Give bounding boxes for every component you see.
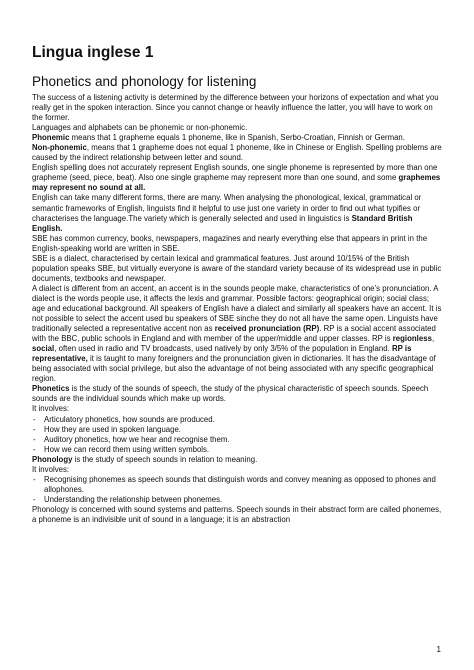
text-run: SBE is a dialect, characterised by certain lexical and grammatical features. Just around 10/15% of the British population speaks SBE, but virtually everyone is aware of the standard variety because of its widespread use in public documents, textbooks and newspaper. (32, 253, 442, 283)
bullet-list (32, 475, 442, 505)
bold-term: Standard British English. (32, 213, 413, 233)
text-run: is the study of the sounds of speech, the study of the physical characteristic of speech sounds. Speech sounds are the individual sounds which make up words. (32, 384, 429, 404)
text-run: , (431, 334, 435, 344)
paragraph (32, 163, 442, 193)
paragraph (32, 505, 442, 525)
paragraph (32, 284, 442, 384)
list-item: - How they are used in spoken language. (32, 425, 442, 435)
list-item: - Recognising phonemes as speech sounds that distinguish words and convey meaning as opposed to phones and allophones. (32, 475, 442, 495)
paragraph (32, 193, 442, 233)
bold-term: received pronunciation (RP) (214, 324, 320, 334)
text-run: English spelling does not accurately represent English sounds, one single phoneme is represented by more than one grapheme (seed, piece, beat). Also one single grapheme may represent more than one sound, and some (32, 163, 438, 183)
page-number: 1 (436, 645, 441, 654)
paragraph (32, 455, 442, 465)
paragraph (32, 93, 442, 123)
bold-term: Phonology (32, 454, 73, 464)
document-body (32, 93, 442, 525)
text-run: , means that 1 grapheme does not equal 1 phoneme, like in Chinese or English. Spelling problems are caused by the indirect relationship between letter and sound. (32, 143, 442, 163)
text-run: is the study of speech sounds in relation to meaning. (72, 454, 258, 464)
bullet-list (32, 415, 442, 455)
text-run: . RP is a social accent associated with the BBC, public schools in England and with member of the upper/middle and upper classes. RP is (32, 324, 436, 344)
bold-term: graphemes may represent no sound at all. (32, 173, 441, 193)
paragraph (32, 143, 442, 163)
paragraph (32, 254, 442, 284)
bold-term: social (32, 344, 55, 354)
text-run: Languages and alphabets can be phonemic or non-phonemic. (32, 123, 248, 133)
text-run: English can take many different forms, there are many. When analysing the phonological, lexical, grammatical or semantic frameworks of English, linguists find it helpful to use just one variety in order to find out what typifies or characterises the language.The variety which is generally selected and used in linguistics is (32, 193, 422, 223)
text-run: It involves: (32, 404, 70, 414)
paragraph (32, 234, 442, 254)
bold-term: Non-phonemic (32, 143, 87, 153)
list-item: - Understanding the relationship between phonemes. (32, 495, 442, 505)
bold-term: RP is representative, (32, 344, 412, 364)
list-item: - How we can record them using written symbols. (32, 445, 442, 455)
list-item: - Auditory phonetics, how we hear and recognise them. (32, 435, 442, 445)
paragraph (32, 123, 442, 133)
text-run: means that 1 grapheme equals 1 phoneme, like in Spanish, Serbo-Croatian, Finnish or German. (69, 133, 405, 143)
bold-term: Phonemic (32, 133, 70, 143)
text-run: The success of a listening activity is determined by the difference between your horizons of expectation and what you really get in the spoken interaction. Since you cannot change or heavily influence the latter, you will have to work on the former. (32, 93, 439, 123)
text-run: , often used in radio and TV broadcasts, used natively by only 3/5% of the population in England. (54, 344, 392, 354)
bold-term: regionless (392, 334, 432, 344)
text-run: it is taught to many foreigners and the pronunciation given in dictionaries. It has the disadvantage of being associated with social privilege, but also the advantage of not being associated with any specific geographical region. (32, 354, 436, 384)
list-item: - Articulatory phonetics, how sounds are produced. (32, 415, 442, 425)
paragraph (32, 404, 442, 414)
bold-term: Phonetics (32, 384, 70, 394)
text-run: It involves: (32, 464, 70, 474)
document-title: Lingua inglese 1 (32, 44, 154, 61)
paragraph (32, 384, 442, 404)
section-heading: Phonetics and phonology for listening (32, 74, 257, 89)
text-run: SBE has common currency, books, newspapers, magazines and nearly everything else that appears in print in the English-speaking world are written in SBE. (32, 233, 428, 253)
paragraph (32, 465, 442, 475)
text-run: A dialect is different from an accent, an accent is in the sounds people make, characteristics of one’s pronunciation. A dialect is the words people use, it affects the lexis and grammar. Possible factors: geographical origin; social class; age and educational background. All speakers of English have a dialect and similarly all speakers have an accent. It is not possible to select the accent used bu speakers of SBE sinche they do not all have the same open. Linguists have traditionally selected a representative accent non as (32, 283, 442, 334)
page-content (32, 44, 442, 525)
text-run: Phonology is concerned with sound systems and patterns. Speech sounds in their abstract form are called phonemes, a phoneme is an indivisible unit of sound in a language; it is an abstraction (32, 504, 442, 524)
paragraph (32, 133, 442, 143)
